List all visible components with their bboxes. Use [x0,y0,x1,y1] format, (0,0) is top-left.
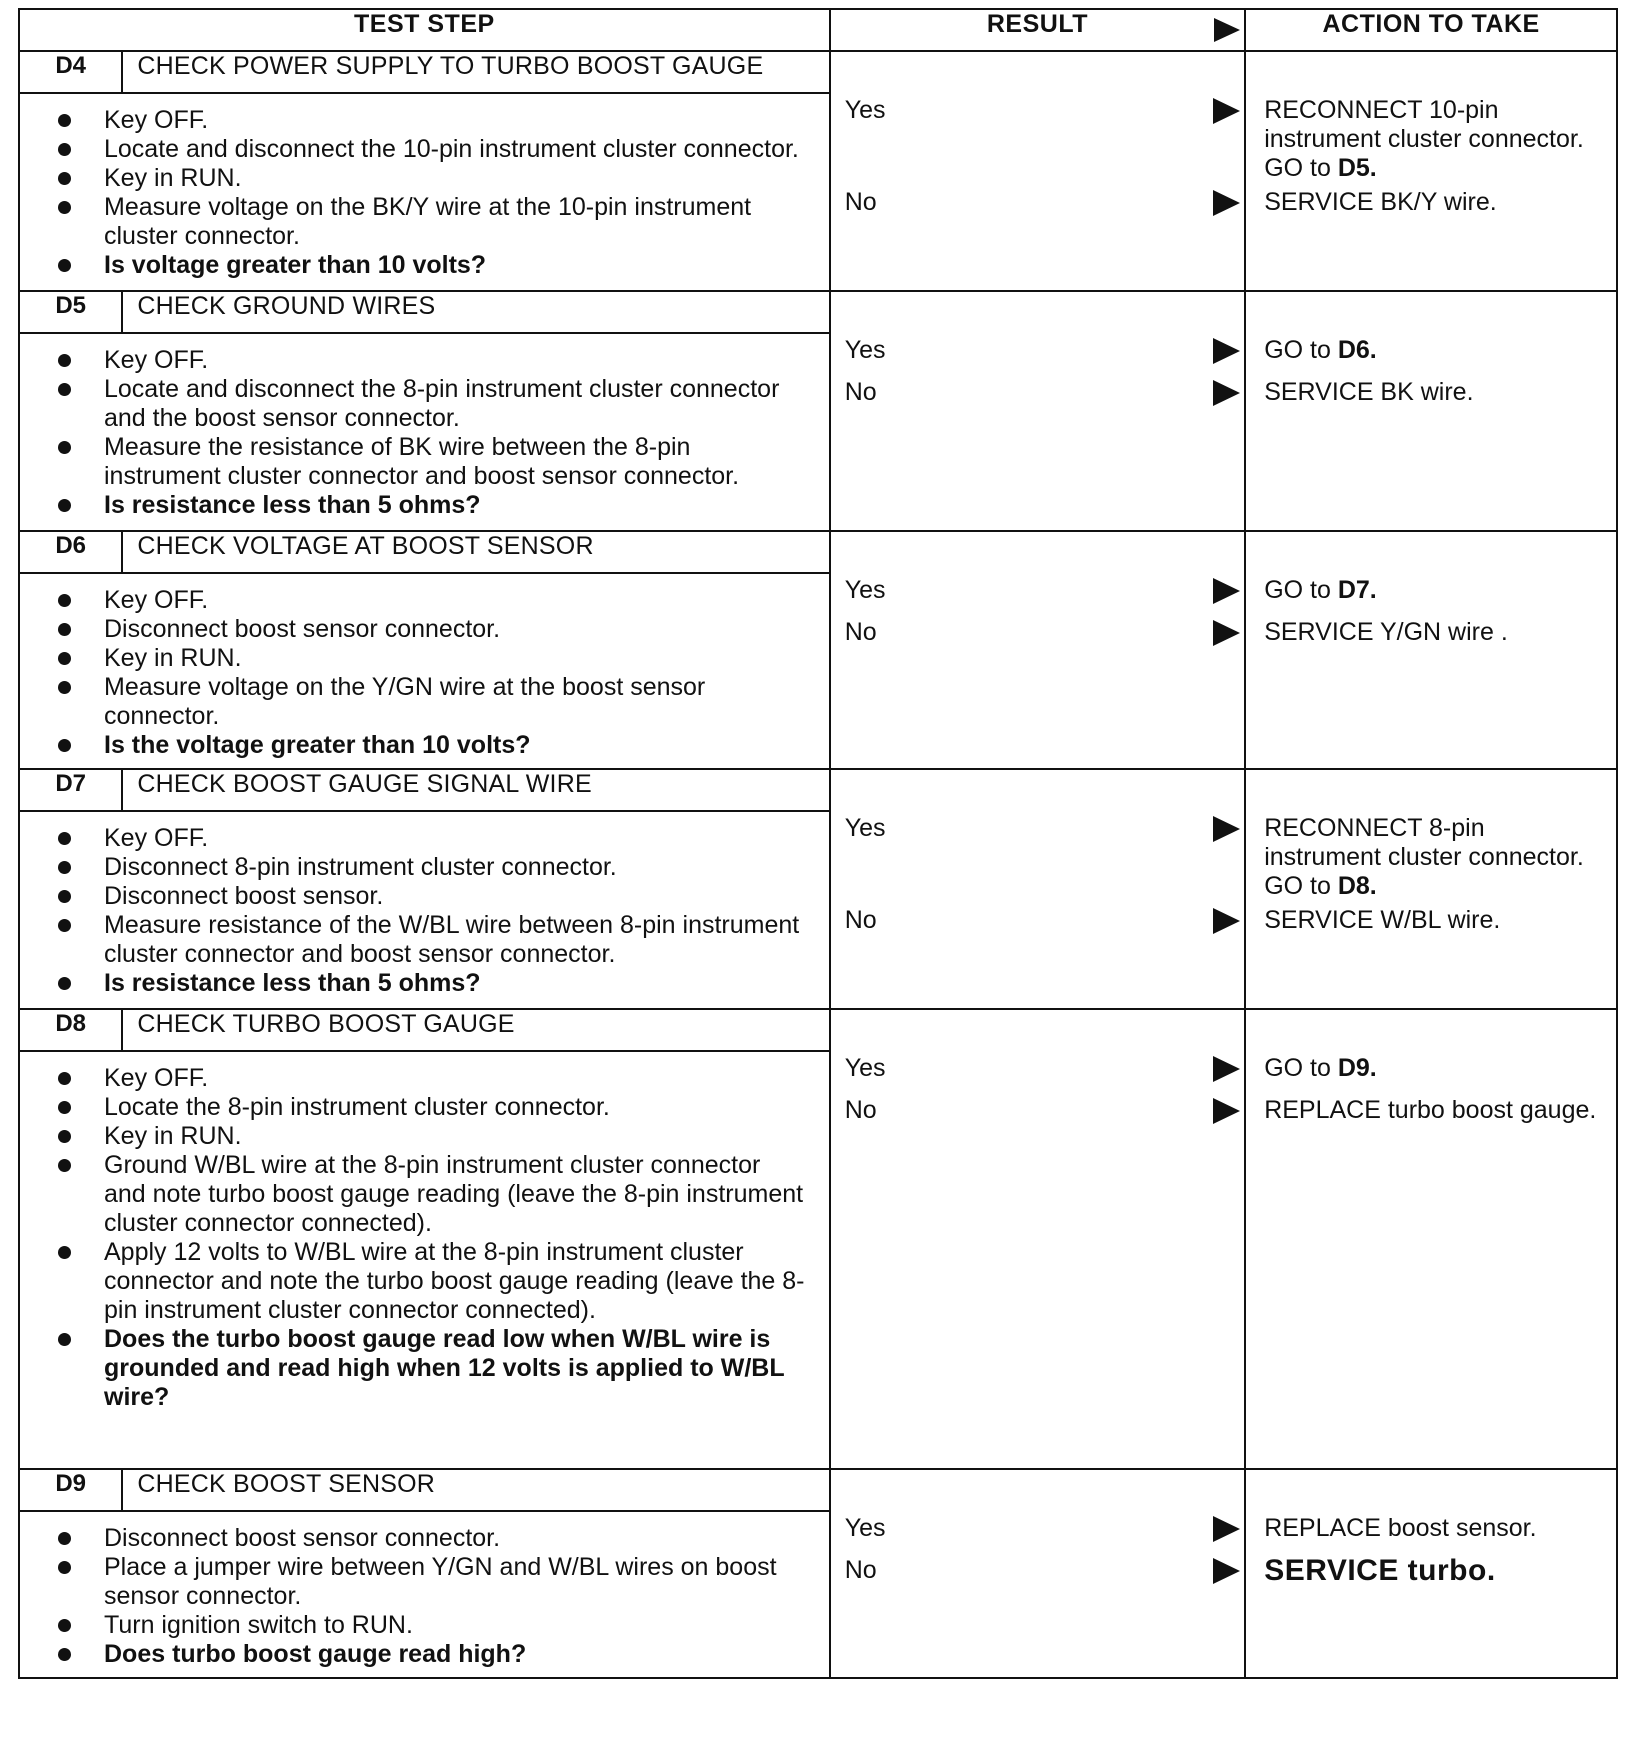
result-header-label: RESULT [986,10,1089,38]
bullet-icon [58,1159,71,1172]
list-item [58,193,809,251]
step-body [19,1051,830,1469]
action-step-ref: D8. [1337,872,1377,900]
bullet-icon [58,354,71,367]
question-text: Is resistance less than 5 ohms? [104,491,481,519]
result-yes [845,96,1244,125]
step-id: D4 [19,51,122,93]
bullet-text: Apply 12 volts to W/BL wire at the 8-pin instrument cluster connector and note the turbo boost gauge reading (leave the 8-pin instrument cluster connector connected). [104,1238,805,1324]
results-cell [830,769,1245,1009]
bullet-icon [58,890,71,903]
result-label: Yes [844,814,886,842]
step-id: D9 [19,1469,122,1511]
bullet-text: Key OFF. [104,346,209,374]
bullet-text: Key in RUN. [104,644,242,672]
actions-cell [1245,1469,1617,1678]
action-text: SERVICE Y/GN wire . [1264,618,1508,646]
bullet-list [20,334,829,528]
arrow-right-icon [1213,620,1240,646]
list-item [58,882,809,911]
bullet-list [20,574,829,768]
result-label: Yes [844,336,886,364]
bullet-icon [58,977,71,990]
action-header: ACTION TO TAKE [1245,9,1617,51]
bullet-text: Key OFF. [104,1064,209,1092]
list-item [58,1238,809,1325]
results-cell [830,531,1245,769]
question-item [58,251,809,280]
list-item [58,346,809,375]
arrow-right-icon [1213,1558,1240,1584]
list-item [58,1524,809,1553]
arrow-right-icon [1214,18,1240,42]
bullet-text: Locate the 8-pin instrument cluster connector. [104,1093,610,1121]
bullet-icon [58,594,71,607]
bullet-icon [58,259,71,272]
results-cell [830,1469,1245,1678]
bullet-text: Measure voltage on the Y/GN wire at the boost sensor connector. [104,673,706,730]
action-no [1264,618,1606,647]
list-item [58,586,809,615]
step-body [19,811,830,1009]
bullet-text: Measure the resistance of BK wire between the 8-pin instrument cluster connector and boost sensor connector. [104,433,740,490]
bullet-text: Disconnect boost sensor connector. [104,615,501,643]
step-id: D7 [19,769,122,811]
result-yes [845,1514,1244,1543]
list-item [58,1611,809,1640]
arrow-right-icon [1213,1516,1240,1542]
action-step-ref: D6. [1337,336,1377,364]
question-text: Is voltage greater than 10 volts? [104,251,487,279]
list-item [58,164,809,193]
bullet-icon [58,861,71,874]
bullet-icon [58,441,71,454]
arrow-right-icon [1213,190,1240,216]
action-text: SERVICE BK/Y wire. [1264,188,1497,216]
step-title: CHECK BOOST GAUGE SIGNAL WIRE [122,769,829,811]
list-item [58,615,809,644]
bullet-icon [58,1648,71,1661]
action-yes [1264,814,1606,901]
action-yes [1264,336,1606,365]
bullet-text: Locate and disconnect the 8-pin instrument cluster connector and the boost sensor connector. [104,375,780,432]
step-id: D6 [19,531,122,573]
result-yes [845,576,1244,605]
arrow-right-icon [1213,908,1240,934]
bullet-text: Locate and disconnect the 10-pin instrument cluster connector. [104,135,799,163]
result-label: Yes [844,576,886,604]
arrow-right-icon [1213,98,1240,124]
question-text: Is resistance less than 5 ohms? [104,969,481,997]
action-text: RECONNECT 8-pin instrument cluster connector. GO to [1264,814,1584,900]
result-label: No [844,906,877,934]
action-no [1264,1096,1606,1125]
result-no [845,618,1244,647]
bullet-icon [58,1246,71,1259]
step-id: D5 [19,291,122,333]
action-text: GO to [1264,336,1338,364]
bullet-text: Measure resistance of the W/BL wire between 8-pin instrument cluster connector and boost sensor connector. [104,911,800,968]
result-no [845,1096,1244,1125]
actions-cell [1245,1009,1617,1469]
question-item [58,491,809,520]
bullet-icon [58,919,71,932]
question-text: Does the turbo boost gauge read low when W/BL wire is grounded and read high when 12 volts is applied to W/BL wire? [104,1325,785,1411]
bullet-icon [58,201,71,214]
test-step-header: TEST STEP [19,9,830,51]
list-item [58,1064,809,1093]
action-step-ref: D9. [1337,1054,1377,1082]
step-body [19,93,830,291]
list-item [58,433,809,491]
bullet-text: Disconnect boost sensor. [104,882,384,910]
question-text: Does turbo boost gauge read high? [104,1640,527,1668]
action-no [1264,378,1606,407]
bullet-text: Key OFF. [104,586,209,614]
bullet-icon [58,383,71,396]
result-no [845,188,1244,217]
bullet-icon [58,499,71,512]
step-title: CHECK GROUND WIRES [122,291,829,333]
bullet-icon [58,1561,71,1574]
result-label: No [844,188,877,216]
bullet-text: Place a jumper wire between Y/GN and W/BL wires on boost sensor connector. [104,1553,777,1610]
result-no [845,906,1244,935]
bullet-list [20,94,829,288]
bullet-icon [58,1333,71,1346]
bullet-text: Disconnect 8-pin instrument cluster connector. [104,853,617,881]
bullet-icon [58,1101,71,1114]
bullet-list [20,1512,829,1677]
result-yes [845,336,1244,365]
step-id: D8 [19,1009,122,1051]
step-title: CHECK BOOST SENSOR [122,1469,829,1511]
question-item [58,1325,809,1412]
step-title-row [19,1469,1617,1511]
action-yes [1264,576,1606,605]
result-label: No [844,378,877,406]
list-item [58,853,809,882]
bullet-icon [58,143,71,156]
bullet-icon [58,1532,71,1545]
result-label: No [844,618,877,646]
bullet-text: Key in RUN. [104,164,242,192]
bullet-icon [58,623,71,636]
result-yes [845,814,1244,843]
list-item [58,644,809,673]
results-cell [830,51,1245,291]
bullet-icon [58,1619,71,1632]
action-text: GO to [1264,1054,1338,1082]
step-title: CHECK VOLTAGE AT BOOST SENSOR [122,531,829,573]
action-yes [1264,1514,1606,1543]
bullet-text: Key OFF. [104,106,209,134]
actions-cell [1245,531,1617,769]
action-yes [1264,1054,1606,1083]
step-title: CHECK TURBO BOOST GAUGE [122,1009,829,1051]
step-body [19,333,830,531]
action-text: REPLACE boost sensor. [1264,1514,1537,1542]
list-item [58,375,809,433]
result-label: Yes [844,96,886,124]
actions-cell [1245,51,1617,291]
arrow-right-icon [1213,380,1240,406]
step-body [19,573,830,769]
action-text: SERVICE W/BL wire. [1264,906,1501,934]
bullet-list [20,812,829,1006]
bullet-icon [58,1130,71,1143]
diagnostic-table [18,8,1618,1679]
list-item [58,1122,809,1151]
step-title-row [19,1009,1617,1051]
step-body [19,1511,830,1678]
list-item [58,1553,809,1611]
question-item [58,1640,809,1669]
actions-cell [1245,291,1617,531]
bullet-text: Key OFF. [104,824,209,852]
bullet-list [20,1052,829,1420]
result-label: No [844,1096,877,1124]
bullet-icon [58,681,71,694]
list-item [58,1151,809,1238]
step-title-row [19,531,1617,573]
bullet-icon [58,652,71,665]
arrow-right-icon [1213,578,1240,604]
bullet-icon [58,1072,71,1085]
action-text: SERVICE turbo. [1264,1554,1496,1587]
arrow-right-icon [1213,1056,1240,1082]
list-item [58,1093,809,1122]
action-step-ref: D5. [1337,154,1377,182]
action-text: SERVICE BK wire. [1264,378,1474,406]
step-title-row [19,51,1617,93]
question-text: Is the voltage greater than 10 volts? [104,731,531,759]
results-cell [830,291,1245,531]
step-title: CHECK POWER SUPPLY TO TURBO BOOST GAUGE [122,51,829,93]
bullet-text: Measure voltage on the BK/Y wire at the 10-pin instrument cluster connector. [104,193,752,250]
result-no [845,378,1244,407]
question-item [58,969,809,998]
list-item [58,824,809,853]
bullet-icon [58,739,71,752]
arrow-right-icon [1213,816,1240,842]
question-item [58,731,809,760]
step-title-row [19,769,1617,811]
step-title-row [19,291,1617,333]
result-label: Yes [844,1054,886,1082]
result-no [845,1556,1244,1585]
diagnostic-page [18,8,1618,1679]
list-item [58,911,809,969]
bullet-text: Turn ignition switch to RUN. [104,1611,413,1639]
list-item [58,673,809,731]
action-text: REPLACE turbo boost gauge. [1264,1096,1597,1124]
result-yes [845,1054,1244,1083]
action-no [1264,1554,1606,1588]
action-step-ref: D7. [1337,576,1377,604]
arrow-right-icon [1213,1098,1240,1124]
bullet-text: Disconnect boost sensor connector. [104,1524,501,1552]
action-text: GO to [1264,576,1338,604]
list-item [58,135,809,164]
arrow-right-icon [1213,338,1240,364]
bullet-icon [58,114,71,127]
bullet-icon [58,832,71,845]
table-header [19,9,1617,51]
action-text: RECONNECT 10-pin instrument cluster connector. GO to [1264,96,1584,182]
results-cell [830,1009,1245,1469]
bullet-icon [58,172,71,185]
bullet-text: Ground W/BL wire at the 8-pin instrument cluster connector and note turbo boost gauge reading (leave the 8-pin instrument cluster connector connected). [104,1151,804,1237]
result-header [830,9,1245,51]
result-label: Yes [844,1514,886,1542]
action-no [1264,906,1606,935]
action-no [1264,188,1606,217]
action-yes [1264,96,1606,183]
actions-cell [1245,769,1617,1009]
bullet-text: Key in RUN. [104,1122,242,1150]
list-item [58,106,809,135]
result-label: No [844,1556,877,1584]
